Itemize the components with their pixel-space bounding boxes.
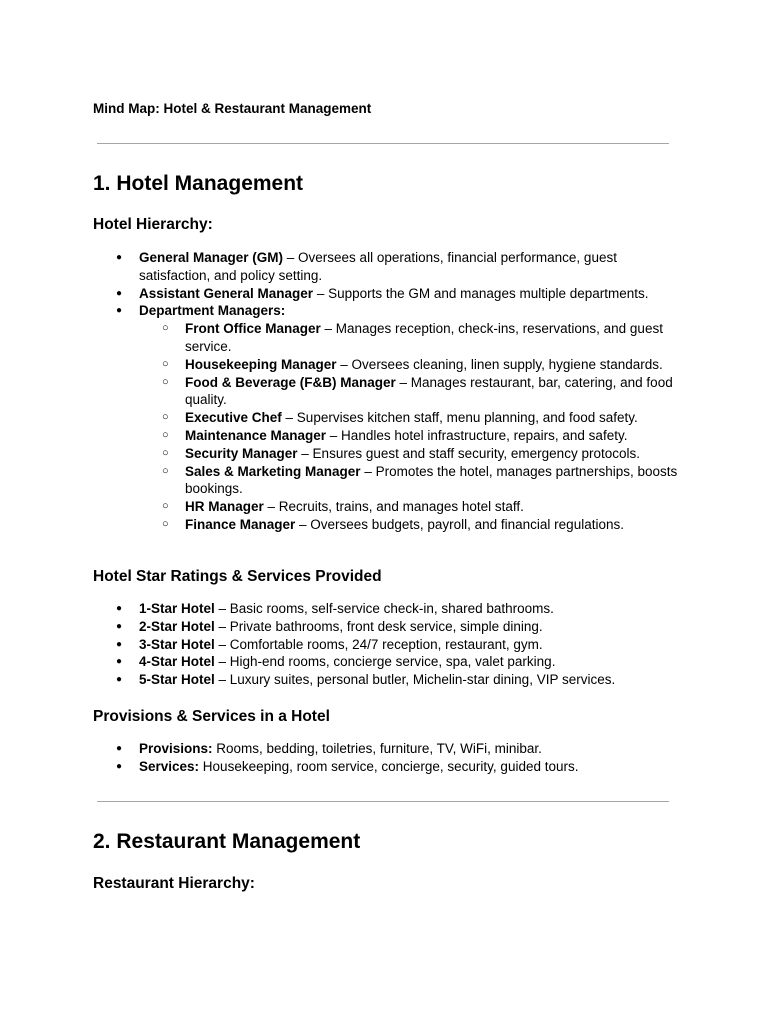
- horizontal-divider: [97, 801, 669, 802]
- subheading-restaurant-hierarchy: Restaurant Hierarchy:: [93, 875, 255, 892]
- department-managers-list: [139, 320, 688, 534]
- item-term: General Manager (GM): [139, 250, 284, 265]
- star-ratings-list: [0, 600, 768, 689]
- document-title: Mind Map: Hotel & Restaurant Management: [93, 101, 372, 116]
- item-term: Executive Chef: [185, 410, 282, 426]
- sub-list-item: [139, 374, 688, 410]
- item-description: – High-end rooms, concierge service, spa, valet parking.: [214, 654, 556, 670]
- sub-list-item: [139, 427, 688, 445]
- item-term: Sales & Marketing Manager: [185, 463, 361, 479]
- list-item: [0, 302, 768, 533]
- item-term: 2-Star Hotel: [139, 618, 215, 634]
- list-item: [0, 618, 768, 636]
- sub-list-item: [139, 516, 688, 534]
- item-description: Rooms, bedding, toiletries, furniture, TV, WiFi, minibar.: [212, 741, 542, 756]
- horizontal-divider: [97, 143, 669, 144]
- item-term: Maintenance Manager: [185, 427, 327, 443]
- item-term: 5-Star Hotel: [139, 672, 215, 688]
- sub-list-item: [139, 463, 688, 499]
- item-description: – Recruits, trains, and manages hotel staff.: [263, 499, 524, 515]
- list-item: [0, 285, 768, 303]
- item-term: Security Manager: [185, 445, 298, 461]
- item-term: HR Manager: [185, 499, 264, 515]
- item-description: – Private bathrooms, front desk service, simple dining.: [214, 618, 543, 634]
- item-description: – Oversees budgets, payroll, and financial regulations.: [295, 516, 624, 532]
- item-description: – Handles hotel infrastructure, repairs, and safety.: [326, 427, 628, 443]
- item-term: Assistant General Manager: [139, 285, 314, 301]
- section-heading-hotel-management: 1. Hotel Management: [93, 172, 304, 195]
- sub-list-item: [139, 409, 688, 427]
- item-description: Housekeeping, room service, concierge, security, guided tours.: [199, 758, 579, 774]
- list-item: [0, 653, 768, 671]
- list-item: [0, 671, 768, 689]
- item-description: – Basic rooms, self-service check-in, shared bathrooms.: [214, 601, 554, 616]
- item-term: 1-Star Hotel: [139, 601, 215, 616]
- item-term: 4-Star Hotel: [139, 654, 215, 670]
- subheading-star-ratings: Hotel Star Ratings & Services Provided: [93, 568, 382, 585]
- item-term: Housekeeping Manager: [185, 356, 337, 372]
- item-description: – Comfortable rooms, 24/7 reception, restaurant, gym.: [214, 636, 543, 652]
- subheading-hotel-hierarchy: Hotel Hierarchy:: [93, 216, 213, 233]
- subheading-provisions-services: Provisions & Services in a Hotel: [93, 708, 330, 725]
- item-description: – Oversees all operations, financial performance, guest satisfaction, and policy setting.: [139, 250, 617, 283]
- section-heading-restaurant-management: 2. Restaurant Management: [93, 830, 361, 853]
- item-term: Services:: [139, 758, 200, 774]
- item-description: – Oversees cleaning, linen supply, hygiene standards.: [336, 356, 663, 372]
- item-description: – Luxury suites, personal butler, Michelin-star dining, VIP services.: [214, 672, 616, 688]
- list-item: [0, 600, 768, 618]
- item-description: – Supports the GM and manages multiple departments.: [313, 285, 649, 301]
- item-description: – Manages restaurant, bar, catering, and food quality.: [185, 374, 673, 408]
- list-item: [0, 740, 768, 758]
- provisions-services-list: [0, 740, 768, 776]
- item-description: – Supervises kitchen staff, menu planning, and food safety.: [281, 410, 638, 426]
- item-term: Front Office Manager: [185, 321, 321, 337]
- list-item: [0, 636, 768, 654]
- item-description: – Promotes the hotel, manages partnerships, boosts bookings.: [185, 463, 678, 497]
- list-item: [0, 249, 768, 285]
- sub-list-item: [139, 445, 688, 463]
- sub-list-item: [139, 320, 688, 356]
- sub-list-item: [139, 356, 688, 374]
- item-term: Provisions:: [139, 741, 213, 756]
- item-term: Department Managers:: [139, 303, 286, 319]
- list-item: [0, 758, 768, 776]
- hotel-hierarchy-list: [0, 249, 768, 534]
- sub-list-item: [139, 498, 688, 516]
- item-term: Finance Manager: [185, 516, 296, 532]
- item-term: Food & Beverage (F&B) Manager: [185, 374, 396, 390]
- item-description: – Manages reception, check-ins, reservations, and guest service.: [185, 321, 663, 354]
- item-term: 3-Star Hotel: [139, 636, 215, 652]
- item-description: – Ensures guest and staff security, emergency protocols.: [297, 445, 640, 461]
